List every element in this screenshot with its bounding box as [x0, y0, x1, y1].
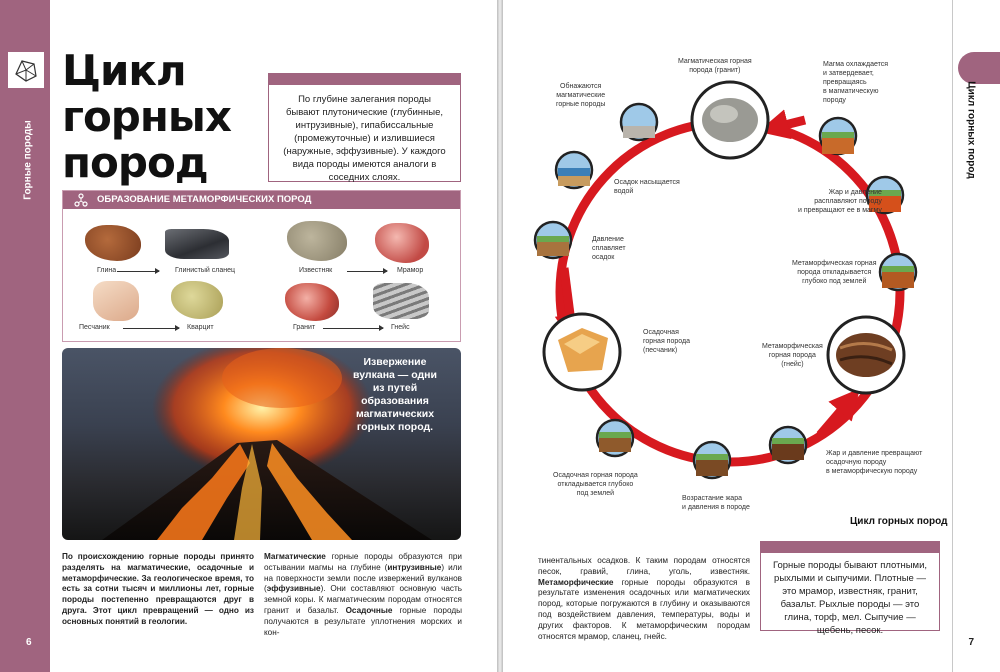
- right-side-label: Цикл горных пород: [965, 81, 977, 179]
- quartzite-rock: [171, 281, 223, 319]
- clay-to-shale-arrow: [117, 271, 159, 272]
- node-sed-deposit: [597, 420, 633, 456]
- molecule-icon: [73, 192, 89, 208]
- sedimentary-text: горные породы получаются в результате уплотнения морских и кон-: [264, 605, 463, 637]
- label-pressure: Давление сплавляет осадок: [592, 236, 626, 261]
- granite-label: Гранит: [293, 324, 316, 331]
- node-pressure: [535, 222, 571, 258]
- volcano-caption: Извержение вулкана — одни из путей образования магматических горных пород.: [353, 356, 437, 433]
- rock-types-bar: [761, 542, 939, 553]
- sandstone-node: [544, 314, 620, 390]
- page-number-right: 7: [968, 637, 974, 648]
- node-heat-convert: [770, 427, 806, 463]
- shale-label: Глинистый сланец: [175, 267, 236, 274]
- sandstone-to-quartzite-arrow: [123, 328, 179, 329]
- node-heat-grow: [694, 442, 730, 478]
- clay-rock: [85, 225, 141, 261]
- label-exposed: Обнажаются магматические горные породы: [556, 83, 606, 108]
- sedimentary-cont-text: тинентальных осадков. К таким породам относятся песок, гравий, глина, уголь, известняк.: [538, 556, 750, 576]
- node-cooling: [820, 118, 856, 154]
- label-sed-deposit: Осадочная горная порода откладывается глубоко под землей: [553, 472, 638, 497]
- metamorphic-header: [63, 191, 460, 209]
- label-gneiss: Метаморфическая горная порода (гнейс): [762, 343, 823, 368]
- ash-cloud: [222, 348, 342, 408]
- sandstone-label: Песчаник: [79, 324, 110, 331]
- label-sandstone: Осадочная горная порода (песчаник): [643, 329, 690, 354]
- sedimentary-term: Осадочные: [345, 605, 393, 615]
- gneiss-rock: [373, 283, 429, 319]
- crystal-icon: [8, 52, 44, 88]
- gneiss-node: [828, 317, 904, 393]
- left-side-label: Горные породы: [22, 120, 34, 200]
- igneous-term: Магматические: [264, 552, 326, 561]
- page-number-left: 6: [26, 637, 32, 648]
- label-cooling: Магма охлаждается и затвердевает, превращаясь в магматическую породу: [823, 61, 889, 104]
- metamorphic-text: горные породы образуются в результате изменения осадочных или магматических пород, которые погружаются в глубину и оказываются под воздействием давления, температуры, воды и других факторов. К метаморфическим породам относятся мрамор, сланец, гнейс.: [538, 577, 750, 641]
- marble-rock: [375, 223, 429, 263]
- granite-to-gneiss-arrow: [323, 328, 383, 329]
- igneous-text-2: ) или на поверхности земли после извержений вулканов (: [264, 562, 462, 594]
- rock-types-text: Горные породы бывают плотными, рыхлыми и сыпучими. Плотные — это мрамор, известняк, гранит, базальт. Рыхлые породы — это глина, торф, мел. Сыпучие — щебень, песок.: [772, 560, 928, 636]
- cycle-title: Цикл горных пород: [850, 516, 948, 527]
- left-page: [0, 0, 497, 672]
- label-heat-grow: Возрастание жара и давления в породе: [682, 495, 750, 511]
- label-meta-deposit: Метаморфическая горная порода откладывается глубоко под землей: [792, 260, 877, 285]
- volcano-cone: [102, 440, 432, 540]
- label-granite: Магматическая горная порода (гранит): [678, 58, 752, 74]
- intrusive-term: интрузивные: [387, 562, 442, 572]
- rock-cycle-diagram: [520, 40, 940, 510]
- info-box-bar: [269, 74, 460, 85]
- limestone-rock: [287, 221, 347, 261]
- metamorphic-header-text: ОБРАЗОВАНИЕ МЕТАМОРФИЧЕСКИХ ПОРОД: [97, 194, 312, 205]
- marble-label: Мрамор: [397, 267, 424, 274]
- granite-rock: [285, 283, 339, 321]
- metamorphic-term: Метаморфические: [538, 577, 614, 587]
- gneiss-label: Гнейс: [391, 324, 410, 331]
- cycle-ring: [560, 122, 900, 462]
- volcano-photo: [62, 348, 461, 540]
- igneous-text-1: горные породы образуются при остывании магмы на глубине (: [264, 552, 462, 572]
- left-side-strip: [0, 0, 50, 672]
- intro-paragraph: По происхождению горные породы принято разделять на магматические, осадочные и метаморфические. За геологическое время, то есть за сотни тысяч и миллионы лет, горные породы постепенно превращаются друг в друга. Этот цикл превращений — одно из основных понятий в геологии.: [62, 552, 254, 626]
- depth-info-box: [268, 73, 461, 182]
- igneous-paragraph: [264, 552, 462, 638]
- label-heat-convert: Жар и давление превращают осадочную породу в метаморфическую породу: [826, 450, 923, 475]
- metamorphic-panel: [62, 190, 461, 342]
- igneous-text-3: ). Они составляют основную часть земной коры. К магматическим породам относятся гранит и базальт.: [264, 584, 462, 615]
- granite-node: [692, 82, 768, 158]
- label-melting: Жар и давление расплавляют породу и превращают ее в магму: [798, 189, 882, 214]
- page-title: Цикл горных пород: [62, 46, 231, 187]
- limestone-label: Известняк: [299, 267, 333, 274]
- node-exposed: [621, 104, 657, 140]
- node-meta-deposit: [880, 254, 916, 290]
- arrow-to-granite: [773, 120, 805, 128]
- sandstone-rock: [93, 281, 139, 321]
- right-section-tab: [958, 52, 1000, 84]
- quartzite-label: Кварцит: [187, 324, 214, 331]
- label-water: Осадок насыщается водой: [614, 179, 680, 195]
- right-margin-line: [952, 0, 953, 672]
- node-water: [556, 152, 592, 188]
- depth-info-text: По глубине залегания породы бывают плутонические (глубинные, интрузивные), гипабиссальные (промежуточные) и излившиеся (наружные, эффузивные). У каждого вида породы имеются аналоги в соседних слоях.: [283, 94, 446, 183]
- shale-rock: [165, 229, 229, 259]
- rock-types-box: [760, 541, 940, 636]
- effusive-term: эффузивные: [266, 584, 321, 594]
- metamorphic-paragraph: [538, 556, 750, 642]
- clay-label: Глина: [97, 267, 117, 274]
- limestone-to-marble-arrow: [347, 271, 387, 272]
